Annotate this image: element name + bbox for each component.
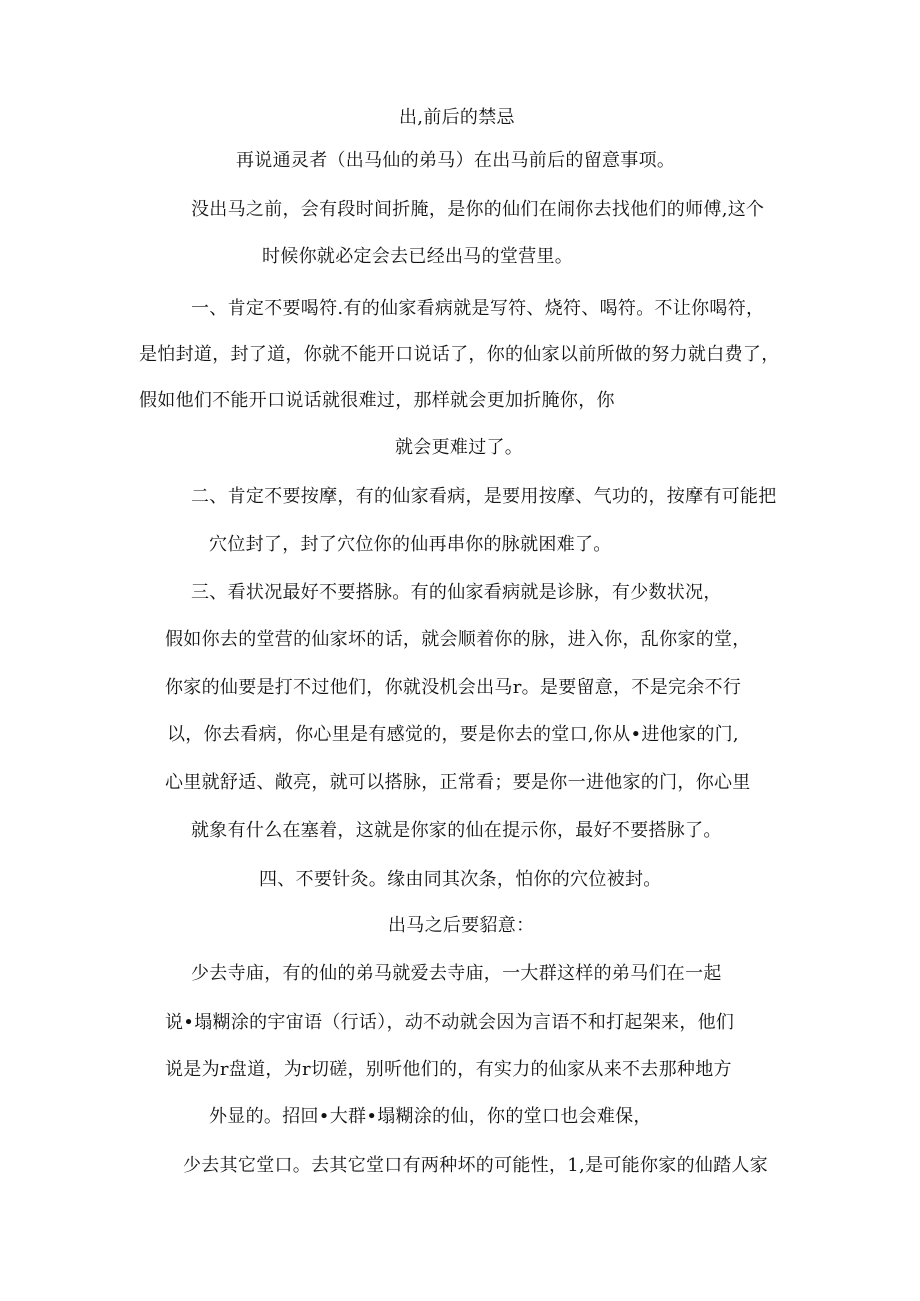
text-line: 少去其它堂口。去其它堂口有两种坏的可能性，1,是可能你家的仙踏人家 xyxy=(183,1155,769,1176)
document-title: 出,前后的禁忌 xyxy=(399,107,515,128)
text-line: 说是为r盘道，为r切磋，别听他们的，有实力的仙家从来不去那种地方 xyxy=(165,1059,732,1080)
section-heading: 出马之后要貂意： xyxy=(388,915,535,936)
text-line: 就会更难过了。 xyxy=(395,437,524,458)
text-line: 就象有什么在塞着，这就是你家的仙在提示你，最好不要搭脉了。 xyxy=(191,820,722,841)
text-line: 以，你去看病，你心里是有感觉的，要是你去的堂口,你从•进他家的门, xyxy=(167,724,739,745)
text-line: 时候你就必定会去已经出马的堂营里。 xyxy=(262,246,574,267)
text-line: 是怕封道，封了道，你就不能开口说话了，你的仙家以前所做的努力就白费了， xyxy=(139,344,780,365)
text-line: 二、肯定不要按摩，有的仙家看病，是要用按摩、气功的，按摩有可能把 xyxy=(191,486,777,507)
text-line: 假如你去的堂营的仙家坏的话，就会顺着你的脉，进入你，乱你家的堂， xyxy=(165,629,751,650)
text-line: 穴位封了，封了穴位你的仙再串你的脉就困难了。 xyxy=(209,534,612,555)
text-line: 说•塌糊涂的宇宙语（行话），动不动就会因为言语不和打起架来，他们 xyxy=(165,1012,735,1033)
text-line: 一、肯定不要喝符.有的仙家看病就是写符、烧符、喝符。不让你喝符， xyxy=(191,298,765,319)
text-line: 三、看状况最好不要搭脉。有的仙家看病就是诊脉，有少数状况， xyxy=(191,582,722,603)
text-line: 你家的仙要是打不过他们，你就没机会出马r。是要留意，不是完余不行 xyxy=(165,677,742,698)
text-line: 假如他们不能开口说话就很难过，那样就会更加折腌你，你 xyxy=(139,390,615,411)
text-line: 少去寺庙，有的仙的弟马就爱去寺庙，一大群这样的弟马们在一起 xyxy=(191,963,722,984)
text-line: 四、不要针灸。缘由同其次条，怕你的穴位被封。 xyxy=(259,869,662,890)
text-line: 心里就舒适、敞亮，就可以搭脉，正常看；要是你一进他家的门，你心里 xyxy=(165,772,751,793)
text-line: 再说通灵者（出马仙的弟马）在出马前后的留意事项。 xyxy=(236,150,676,171)
text-line: 没出马之前，会有段时间折腌，是你的仙们在闹你去找他们的师傅,这个 xyxy=(191,199,765,220)
text-line: 外显的。招回•大群•塌糊涂的仙，你的堂口也会难保， xyxy=(209,1106,652,1127)
